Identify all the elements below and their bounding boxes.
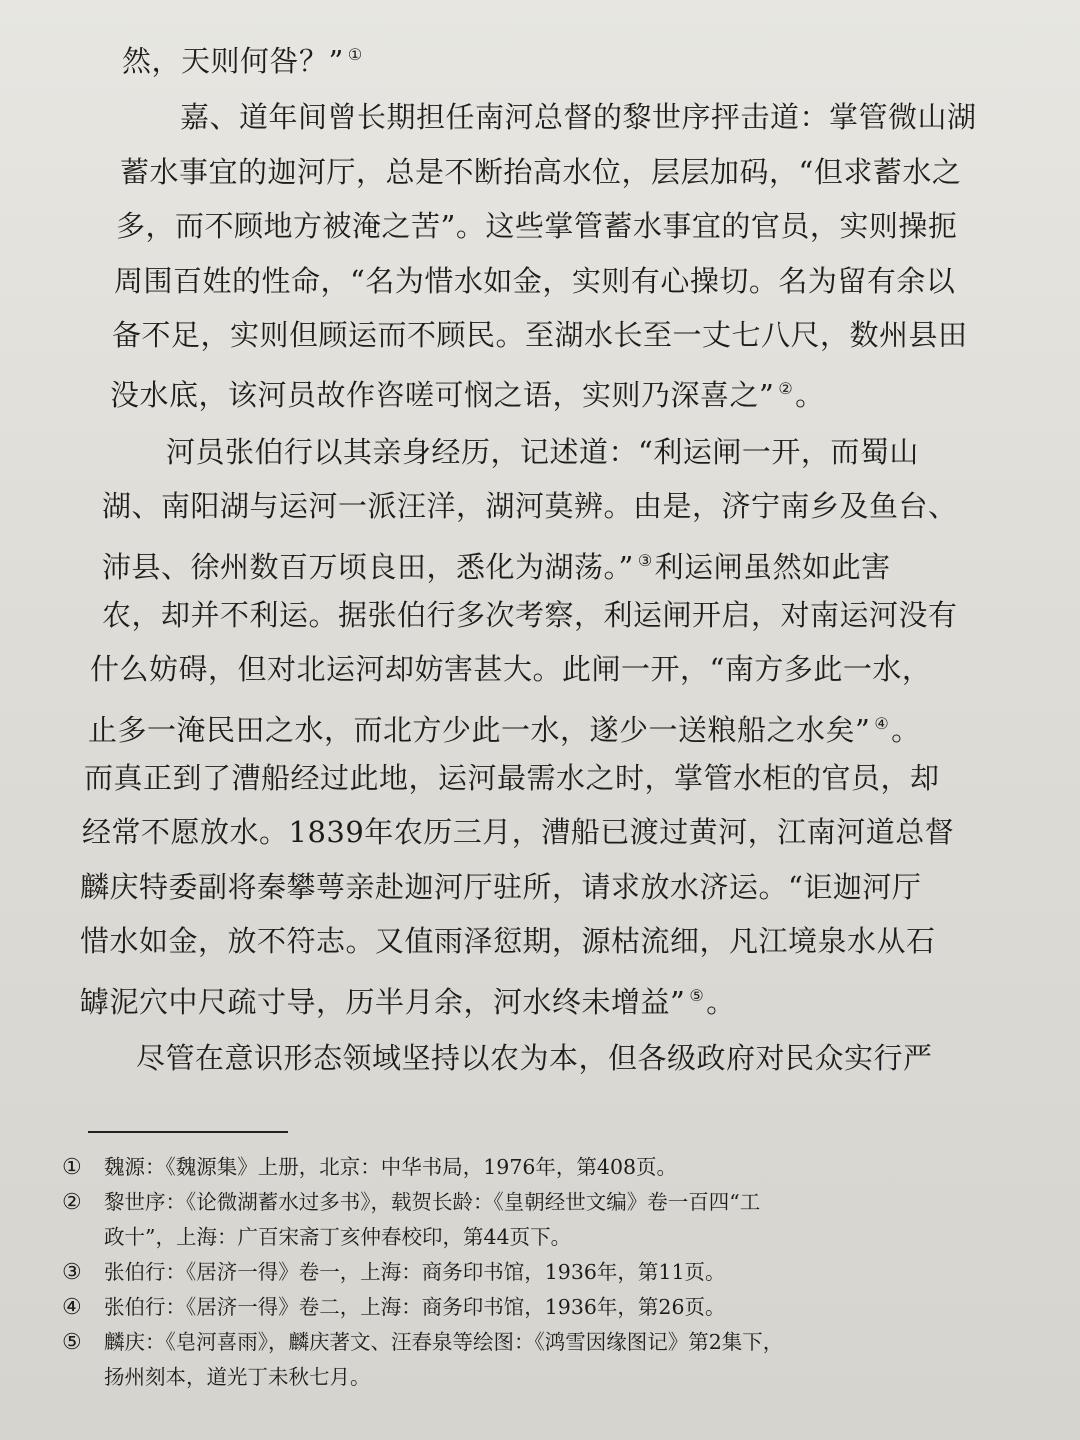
text-line: 蓄水事宜的迦河厅，总是不断抬高水位，层层加码，“但求蓄水之 [120,154,962,189]
text-line: 什么妨碍，但对北运河却妨害甚大。此闸一开，“南方多此一水， [90,652,932,687]
text-line: 而真正到了漕船经过此地，运河最需水之时，掌管水柜的官员，却 [84,761,940,796]
footnote-text: 张伯行：《居济一得》卷二，上海：商务印书馆，1936年，第26页。 [104,1295,726,1319]
text-line: 经常不愿放水。1839年农历三月，漕船已渡过黄河，江南河道总督 [82,815,955,850]
body-text [80,28,980,1085]
text-line: 惜水如金，放不符志。又值雨泽愆期，源枯流细，凡江境泉水从石 [80,924,936,959]
text-line: 尽管在意识形态领域坚持以农为本，但各级政府对民众实行严 [136,1041,933,1076]
footnote-text: 黎世序：《论微湖蓄水过多书》，载贺长龄：《皇朝经世文编》卷一百四“工 [104,1190,761,1214]
footnote-text: 政十”，上海：广百宋斋丁亥仲春校印，第44页下。 [104,1225,572,1249]
text-line: 然，天则何咎？” ① [122,44,363,78]
footnote-ref: ② [778,379,794,399]
text-line: 没水底，该河员故作咨嗟可悯之语，实则乃深喜之” ②。 [110,378,825,413]
text-line: 农，却并不利运。据张伯行多次考察，利运闸开启，对南运河没有 [102,597,958,632]
footnote-ref: ③ [637,550,653,570]
footnote-text: 扬州刻本，道光丁未秋七月。 [104,1365,371,1389]
footnotes [62,1150,1002,1395]
text-line: 止多一淹民田之水，而北方少此一水，遂少一送粮船之水矣” ④。 [88,712,921,747]
text-line: 罅泥穴中尺疏寸导，历半月余，河水终未增益” ⑤。 [80,984,736,1019]
footnote [62,1290,1002,1325]
footnote [62,1325,1002,1395]
footnote-ref: ④ [874,713,890,733]
text-line: 备不足，实则但顾运而不顾民。至湖水长至一丈七八尺，数州县田 [112,317,968,352]
footnote [62,1185,1002,1255]
footnote-number: ② [62,1190,82,1215]
footnote-text: 麟庆：《皂河喜雨》，麟庆著文、汪春泉等绘图：《鸿雪因缘图记》第2集下， [104,1330,784,1354]
footnote [62,1150,1002,1185]
text-line: 麟庆特委副将秦攀萼亲赴迦河厅驻所，请求放水济运。“讵迦河厅 [80,869,922,904]
text-line: 周围百姓的性命，“名为惜水如金，实则有心操切。名为留有余以 [114,263,956,298]
footnote-text: 张伯行：《居济一得》卷一，上海：商务印书馆，1936年，第11页。 [104,1260,726,1284]
text-line: 河员张伯行以其亲身经历，记述道：“利运闸一开，而蜀山 [166,434,919,469]
footnote-number: ④ [62,1295,82,1320]
text-line: 嘉、道年间曾长期担任南河总督的黎世序抨击道：掌管微山湖 [180,100,977,135]
text-line: 多，而不顾地方被淹之苦”。这些掌管蓄水事宜的官员，实则操扼 [116,209,958,244]
footnote-number: ③ [62,1260,82,1285]
footnote-ref: ⑤ [689,985,705,1005]
footnote-number: ① [62,1155,82,1180]
footnote-text: 魏源：《魏源集》上册，北京：中华书局，1976年，第408页。 [104,1155,678,1179]
text-line: 沛县、徐州数百万顷良田，悉化为湖荡。” ③利运闸虽然如此害 [102,549,891,584]
footnote-ref: ① [347,45,363,64]
footnote [62,1255,1002,1290]
text-line: 湖、南阳湖与运河一派汪洋，湖河莫辨。由是，济宁南乡及鱼台、 [102,489,958,524]
footnote-number: ⑤ [62,1330,82,1355]
footnote-divider [88,1131,288,1133]
